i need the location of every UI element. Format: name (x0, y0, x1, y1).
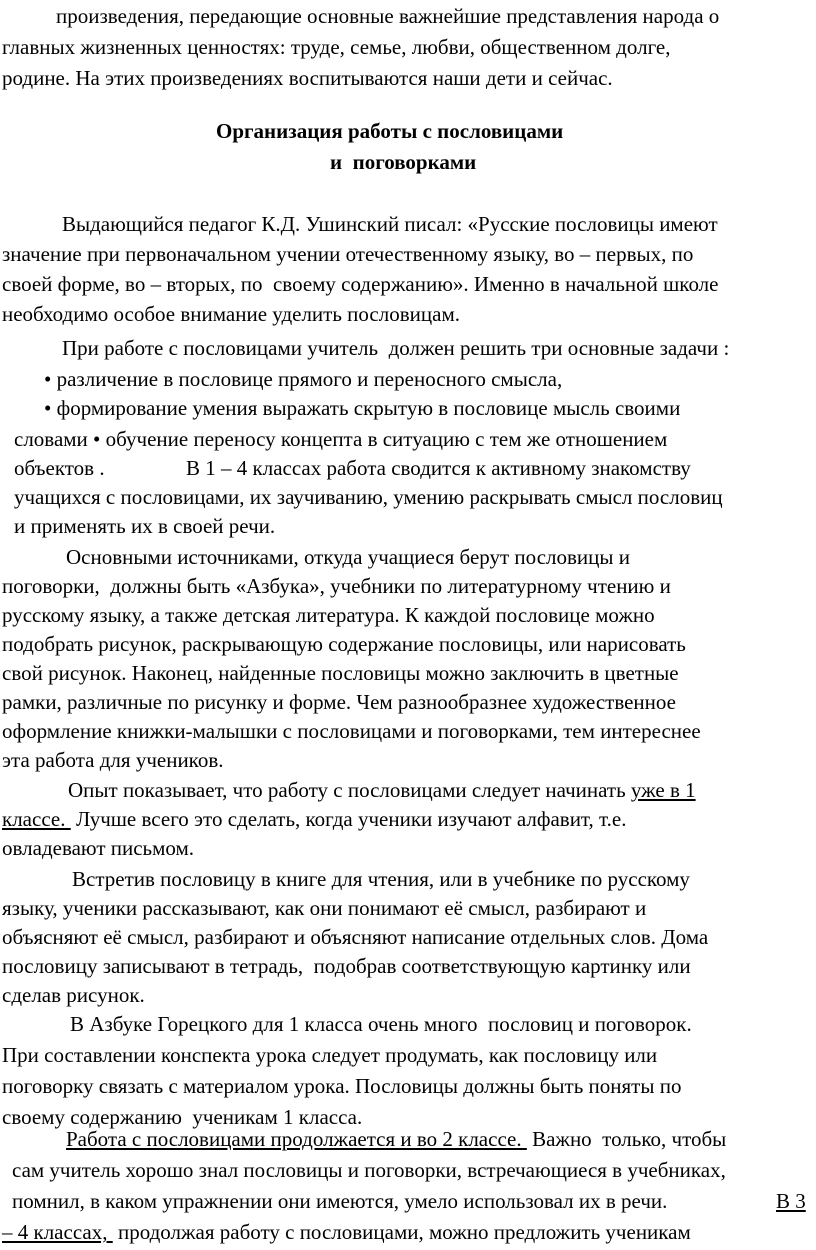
p6-line-3: поговорку связать с материалом урока. Пословицы должны быть поняты по (2, 1074, 682, 1098)
p7-line-4-text: продолжая работу с пословицами, можно предложить ученикам (112, 1220, 691, 1244)
p4-line-1-text: Опыт показывает, что работу с пословицами следует начинать (68, 778, 631, 802)
p1-line-3: своей форме, во – вторых, по своему содержанию». Именно в начальной школе (2, 272, 719, 296)
p6-line-4: своему содержанию ученикам 1 класса. (2, 1105, 363, 1129)
p7-line-3: помнил, в каком упражнении они имеются, умело использовал их в речи. (12, 1189, 668, 1213)
p7-line-2: сам учитель хорошо знал пословицы и поговорки, встречающиеся в учебниках, (12, 1158, 726, 1182)
p4-line-3: овладевают письмом. (2, 836, 195, 860)
p3-line-2: поговорки, должны быть «Азбука», учебники по литературному чтению и (2, 574, 671, 598)
p4-line-2 (2, 805, 626, 834)
p5-line-1: Встретив пословицу в книге для чтения, или в учебнике по русскому (72, 867, 690, 891)
intro-line-2: главных жизненных ценностях: труде, семье, любви, общественном долге, (2, 35, 671, 59)
p7-line-4 (2, 1218, 691, 1247)
p7-line-1-text: Важно только, чтобы (526, 1127, 727, 1151)
p5-line-2: языку, ученики рассказывают, как они понимают её смысл, разбирают и (2, 896, 647, 920)
p7-underlined-grade-2: Работа с пословицами продолжается и во 2 классе. (66, 1127, 527, 1151)
p3-line-1: Основными источниками, откуда учащиеся берут пословицы и (66, 545, 630, 569)
p1-line-2: значение при первоначальном учении отечественному языку, во – первых, по (2, 242, 694, 266)
p6-line-1: В Азбуке Горецкого для 1 класса очень много пословиц и поговорок. (70, 1012, 692, 1036)
task-list-item-2: • формирование умения выражать скрытую в пословице мысль своими (44, 396, 681, 420)
intro-line-3: родине. На этих произведениях воспитываются наши дети и сейчас. (2, 66, 613, 90)
task-list-line-4b: В 1 – 4 классах работа сводится к активному знакомству (186, 456, 691, 480)
section-heading-line-1: Организация работы с пословицами (216, 119, 564, 143)
p3-line-8: эта работа для учеников. (2, 748, 224, 772)
p4-line-1 (68, 776, 696, 805)
p1-line-4: необходимо особое внимание уделить пословицам. (2, 302, 460, 326)
task-list-line-6: и применять их в своей речи. (14, 514, 276, 538)
task-list-line-3: словами • обучение переносу концепта в ситуацию с тем же отношением (14, 427, 668, 451)
task-list-line-4a: объектов . (14, 456, 105, 480)
p3-line-7: оформление книжки-малышки с пословицами и поговорками, тем интереснее (2, 719, 701, 743)
p4-underlined-grade-1: уже в 1 (630, 778, 696, 802)
p7-underlined-grade-3: В 3 (776, 1189, 806, 1213)
intro-line-1: произведения, передающие основные важнейшие представления народа о (56, 4, 720, 28)
p5-line-3: объясняют её смысл, разбирают и объясняют написание отдельных слов. Дома (2, 925, 709, 949)
p1-line-1: Выдающийся педагог К.Д. Ушинский писал: «Русские пословицы имеют (62, 212, 718, 236)
p7-underlined-grades-3-4: – 4 классах, (2, 1220, 113, 1244)
p6-line-2: При составлении конспекта урока следует продумать, как пословицу или (2, 1043, 658, 1067)
p5-line-5: сделав рисунок. (2, 983, 145, 1007)
task-list-item-1: • различение в пословице прямого и переносного смысла, (44, 367, 563, 391)
section-heading-line-2: и поговорками (330, 150, 477, 174)
p3-line-5: свой рисунок. Наконец, найденные пословицы можно заключить в цветные (2, 661, 679, 685)
p7-line-1 (66, 1125, 726, 1154)
p3-line-6: рамки, различные по рисунку и форме. Чем разнообразнее художественное (2, 690, 676, 714)
p3-line-4: подобрать рисунок, раскрывающую содержание пословицы, или нарисовать (2, 632, 686, 656)
p3-line-3: русскому языку, а также детская литература. К каждой пословице можно (2, 603, 655, 627)
p4-line-2-text: Лучше всего это сделать, когда ученики изучают алфавит, т.е. (70, 807, 627, 831)
p5-line-4: пословицу записывают в тетрадь, подобрав соответствующую картинку или (2, 954, 691, 978)
p2-line-1: При работе с пословицами учитель должен решить три основные задачи : (62, 336, 730, 360)
task-list-line-5: учащихся с пословицами, их заучиванию, умению раскрывать смысл пословиц (14, 485, 723, 509)
p4-underlined-class: классе. (2, 807, 71, 831)
